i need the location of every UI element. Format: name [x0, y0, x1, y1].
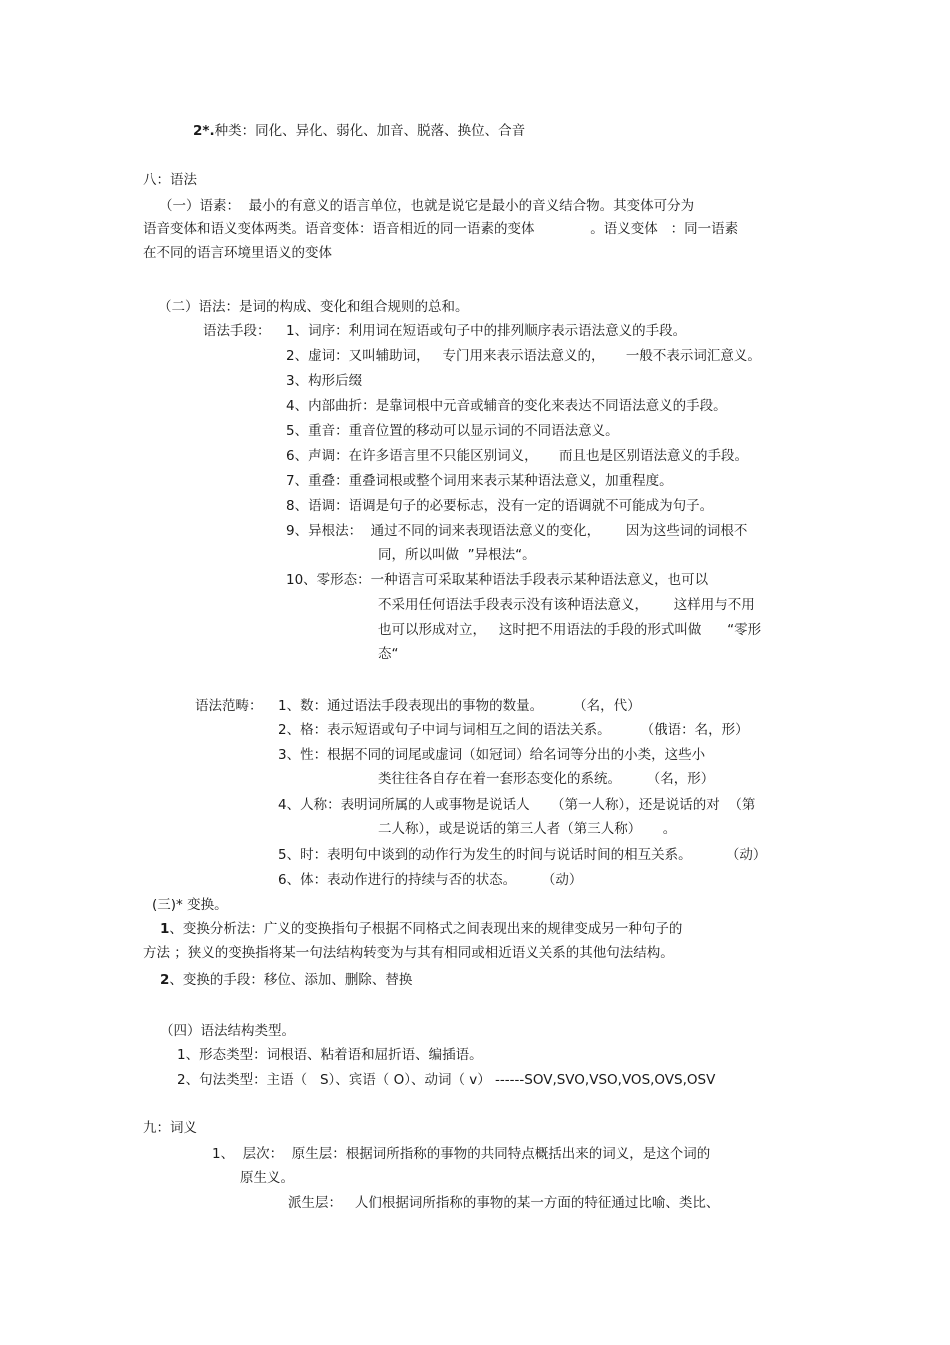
meaning-levels-line-1: 1、 层次： 原生层：根据词所指称的事物的共同特点概括出来的词义，是这个词的 [212, 1146, 711, 1162]
means-item-6: 6、声调：在许多语言里不只能区别词义， 而且也是区别语法意义的手段。 [286, 448, 749, 464]
morpheme-line-1: （一）语素： 最小的有意义的语言单位，也就是说它是最小的音义结合物。其变体可分为 [159, 198, 695, 214]
transformation-item-1-text: 、变换分析法：广义的变换指句子根据不同格式之间表现出来的规律变成另一种句子的 [169, 921, 683, 937]
section-9-title: 九：词义 [143, 1120, 197, 1136]
transformation-title: (三)* 变换。 [152, 897, 228, 913]
category-item-3-cont: 类往往各自存在着一套形态变化的系统。 （名，形） [378, 771, 715, 787]
category-item-2: 2、格：表示短语或句子中词与词相互之间的语法关系。 （俄语：名，形） [278, 722, 749, 738]
means-item-1: 1、词序：利用词在短语或句子中的排列顺序表示语法意义的手段。 [286, 323, 687, 339]
morpheme-line-3: 在不同的语言环境里语义的变体 [143, 245, 332, 261]
derived-layer-line: 派生层： 人们根据词所指称的事物的某一方面的特征通过比喻、类比、 [288, 1195, 720, 1211]
sec2-line [193, 122, 525, 140]
means-item-10-cont-2: 也可以形成对立， 这时把不用语法的手段的形式叫做 “零形 [378, 622, 762, 638]
category-item-3: 3、性：根据不同的词尾或虚词（如冠词）给名词等分出的小类，这些小 [278, 747, 706, 763]
means-item-9: 9、异根法： 通过不同的词来表现语法意义的变化， 因为这些词的词根不 [286, 523, 748, 539]
means-item-10-cont-3: 态“ [378, 646, 399, 662]
transformation-item-2-text: 、变换的手段：移位、添加、删除、替换 [169, 972, 413, 988]
transformation-item-1-number: 1 [160, 921, 170, 937]
structure-types-title: （四）语法结构类型。 [160, 1023, 295, 1039]
means-item-8: 8、语调：语调是句子的必要标志，没有一定的语调就不可能成为句子。 [286, 498, 714, 514]
transformation-item-2-number: 2 [160, 972, 170, 988]
means-item-2: 2、虚词：又叫辅助词， 专门用来表示语法意义的， 一般不表示词汇意义。 [286, 348, 761, 364]
section-8-title: 八：语法 [143, 172, 197, 188]
means-item-9-cont: 同，所以叫做 ”异根法“。 [378, 547, 536, 563]
sec2-text: 种类：同化、异化、弱化、加音、脱落、换位、合音 [214, 123, 526, 139]
category-item-6: 6、体：表动作进行的持续与否的状态。 （动） [278, 872, 583, 888]
means-item-7: 7、重叠：重叠词根或整个词用来表示某种语法意义，加重程度。 [286, 473, 673, 489]
category-item-4-cont: 二人称），或是说话的第三人者（第三人称） 。 [378, 821, 677, 837]
sec2-number: 2*. [193, 123, 215, 139]
category-item-5: 5、时：表明句中谈到的动作行为发生的时间与说话时间的相互关系。 （动） [278, 847, 767, 863]
grammar-definition: （二）语法：是词的构成、变化和组合规则的总和。 [158, 299, 469, 315]
meaning-levels-line-2: 原生义。 [240, 1170, 294, 1186]
morpheme-line-2: 语音变体和语义变体两类。语音变体：语音相近的同一语素的变体 。语义变体 ：同一语素 [143, 221, 739, 237]
structure-type-2: 2、句法类型：主语（ S）、宾语（ O）、动词（ v） ------SOV,SVO,VSO,VOS,OVS,OSV [177, 1072, 716, 1088]
category-item-1: 1、数：通过语法手段表现出的事物的数量。 （名，代） [278, 698, 641, 714]
means-item-10: 10、零形态：一种语言可采取某种语法手段表示某种语法意义，也可以 [286, 572, 709, 588]
transformation-item-1-cont: 方法 ；狭义的变换指将某一句法结构转变为与其有相同或相近语义关系的其他句法结构。 [143, 945, 674, 961]
structure-type-1: 1、形态类型：词根语、粘着语和屈折语、编插语。 [177, 1047, 483, 1063]
transformation-item-1 [160, 920, 682, 938]
grammar-category-label: 语法范畴： [195, 698, 263, 714]
means-item-5: 5、重音：重音位置的移动可以显示词的不同语法意义。 [286, 423, 619, 439]
means-item-4: 4、内部曲折：是靠词根中元音或辅音的变化来表达不同语法意义的手段。 [286, 398, 727, 414]
means-item-3: 3、构形后缀 [286, 373, 363, 389]
grammar-means-label: 语法手段： [203, 323, 271, 339]
transformation-item-2 [160, 971, 412, 989]
means-item-10-cont-1: 不采用任何语法手段表示没有该种语法意义， 这样用与不用 [378, 597, 755, 613]
category-item-4: 4、人称：表明词所属的人或事物是说话人 （第一人称），还是说话的对 （第 [278, 797, 756, 813]
